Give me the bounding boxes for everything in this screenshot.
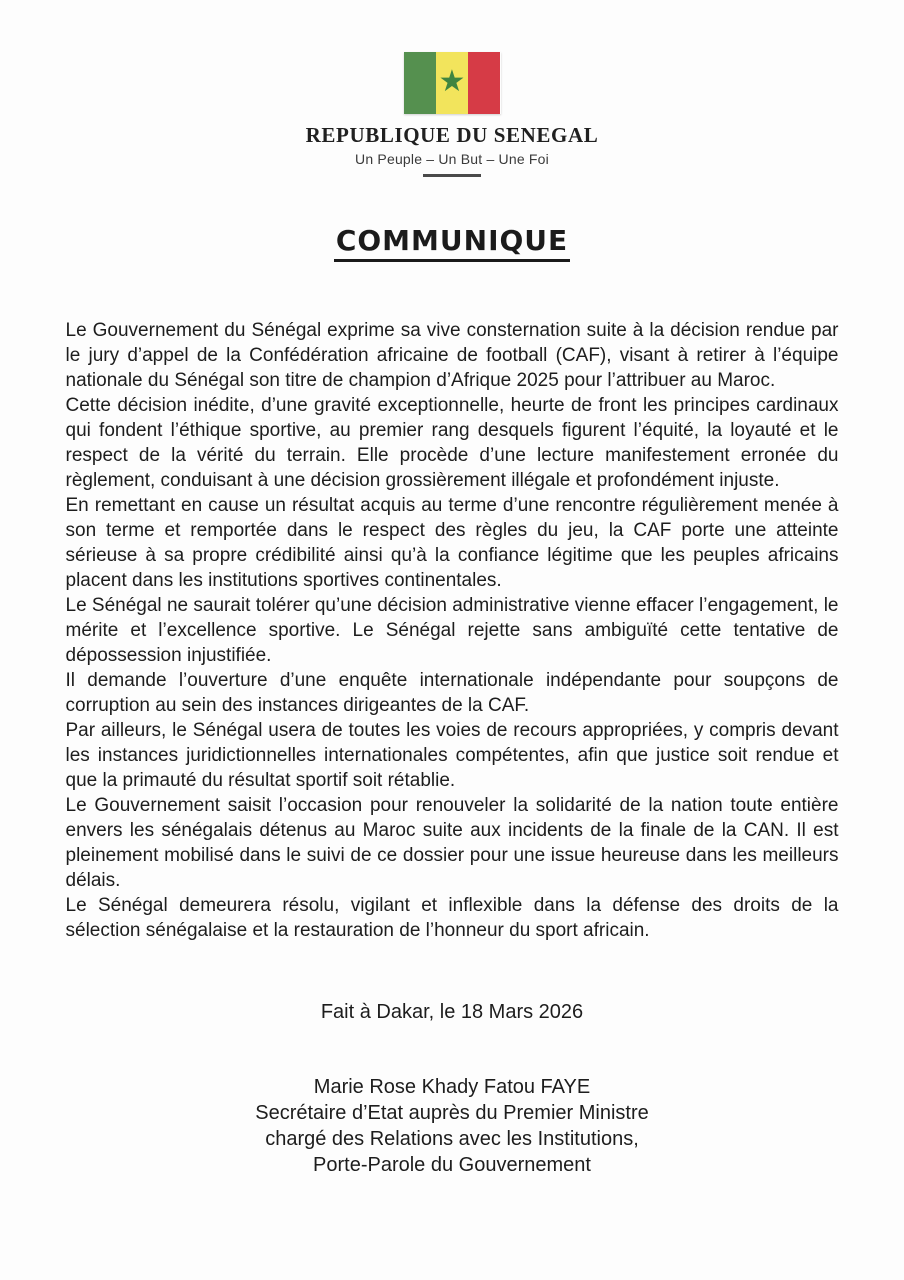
senegal-flag xyxy=(404,52,501,114)
communique-body xyxy=(66,318,839,943)
paragraph: Il demande l’ouverture d’une enquête internationale indépendante pour soupçons de corruption au sein des instances dirigeantes de la CAF. xyxy=(65,670,839,716)
dateline: Fait à Dakar, le 18 Mars 2026 xyxy=(320,1001,584,1023)
national-motto: Un Peuple – Un But – Une Foi xyxy=(355,151,549,167)
signatory-name: Marie Rose Khady Fatou FAYE xyxy=(313,1076,591,1098)
signatory-title-3: Porte-Parole du Gouvernement xyxy=(313,1154,591,1176)
paragraph: Par ailleurs, le Sénégal usera de toutes les voies de recours appropriées, y compris devant les instances juridictionnelles internationales compétentes, afin que justice soit rendue et que la primauté du résultat sportif soit rétablie. xyxy=(65,720,839,791)
flag-yellow-band xyxy=(436,52,468,114)
flag-green-band xyxy=(404,52,436,114)
signatory-title-1: Secrétaire d’Etat auprès du Premier Ministre xyxy=(255,1102,649,1124)
paragraph: Le Sénégal demeurera résolu, vigilant et inflexible dans la défense des droits de la sélection sénégalaise et la restauration de l’honneur du sport africain. xyxy=(65,895,839,941)
letterhead xyxy=(0,0,904,177)
header-divider xyxy=(423,174,481,177)
paragraph: Le Gouvernement saisit l’occasion pour renouveler la solidarité de la nation toute entière envers les sénégalais détenus au Maroc suite aux incidents de la finale de la CAN. Il est pleinement mobilisé dans le suivi de ce dossier pour une issue heureuse dans les meilleurs délais. xyxy=(65,795,839,891)
paragraph: Cette décision inédite, d’une gravité exceptionnelle, heurte de front les principes cardinaux qui fondent l’éthique sportive, au premier rang desquels figurent l’équité, la loyauté et le respect de la vérité du terrain. Elle procède d’une lecture manifestement erronée du règlement, conduisant à une décision grossièrement illégale et profondément injuste. xyxy=(65,395,839,491)
country-name: REPUBLIQUE DU SENEGAL xyxy=(305,123,599,147)
title-wrap xyxy=(0,224,904,262)
paragraph: En remettant en cause un résultat acquis au terme d’une rencontre régulièrement menée à son terme et remportée dans le respect des règles du jeu, la CAF porte une atteinte sérieuse à sa propre crédibilité ainsi qu’à la confiance légitime que les peuples africains placent dans les institutions sportives continentales. xyxy=(65,495,839,591)
star-icon: ★ xyxy=(438,64,466,98)
page-title: COMMUNIQUE xyxy=(334,224,570,262)
flag-red-band xyxy=(468,52,500,114)
paragraph: Le Sénégal ne saurait tolérer qu’une décision administrative vienne effacer l’engagement, le mérite et l’excellence sportive. Le Sénégal rejette sans ambiguïté cette tentative de dépossession injustifiée. xyxy=(65,595,839,666)
signatory-title-2: chargé des Relations avec les Institutions, xyxy=(265,1128,639,1150)
paragraph: Le Gouvernement du Sénégal exprime sa vive consternation suite à la décision rendue par le jury d’appel de la Confédération africaine de football (CAF), visant à retirer à l’équipe nationale du Sénégal son titre de champion d’Afrique 2025 pour l’attribuer au Maroc. xyxy=(65,320,839,391)
signature-block xyxy=(0,1074,904,1178)
